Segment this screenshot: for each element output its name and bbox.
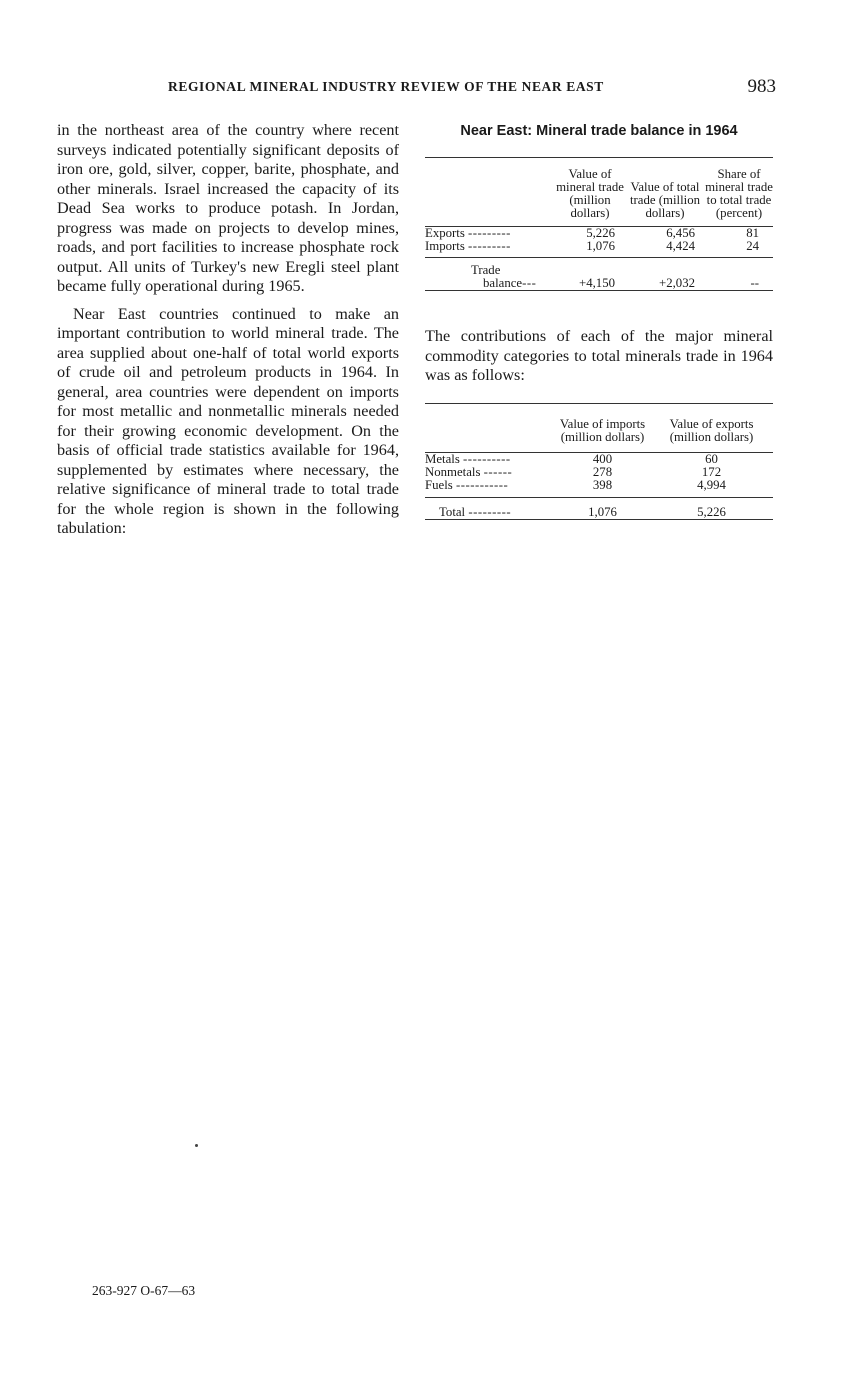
table-cell: 5,226 bbox=[650, 497, 773, 519]
table-cell: 4,424 bbox=[666, 239, 695, 253]
running-title: REGIONAL MINERAL INDUSTRY REVIEW OF THE NEAR EAST bbox=[168, 79, 604, 94]
dot-leader: ---------- bbox=[463, 451, 511, 466]
table-cell: 6,456 bbox=[666, 226, 695, 240]
row-label: Imports bbox=[425, 239, 465, 253]
paragraph: in the northeast area of the country where recent surveys indicated potentially significant deposits of iron ore, gold, silver, copper, barite, phosphate, and other minerals. Israel increased the capacity of its Dead Sea works to produce potash. In Jordan, progress was made on projects to develop mines, roads, and port facilities to increase phosphate rock output. All units of Turkey's new Eregli steel plant became fully operational during 1965. bbox=[57, 121, 399, 295]
table-row-balance bbox=[425, 258, 773, 291]
column-header: Value of exports (million dollars) bbox=[650, 403, 773, 452]
table-row bbox=[425, 452, 773, 466]
table-cell: 4,994 bbox=[697, 477, 726, 492]
page-header bbox=[168, 76, 776, 100]
dot-leader: --------- bbox=[468, 504, 512, 519]
dot-leader: --- bbox=[522, 276, 537, 290]
column-header: Share of mineral trade to total trade (percent) bbox=[705, 158, 773, 227]
row-label: Fuels bbox=[425, 477, 453, 492]
column-header: Value of mineral trade (million dollars) bbox=[555, 158, 625, 227]
right-column bbox=[425, 121, 773, 520]
row-label: Exports bbox=[425, 226, 465, 240]
table-cell: 5,226 bbox=[586, 226, 615, 240]
commodity-trade-table bbox=[425, 403, 773, 520]
row-label: Metals bbox=[425, 451, 460, 466]
column-header bbox=[425, 158, 555, 227]
table-row bbox=[425, 479, 773, 498]
table-title: Near East: Mineral trade balance in 1964 bbox=[460, 123, 738, 139]
paragraph: The contributions of each of the major mineral commodity categories to total minerals trade in 1964 was as follows: bbox=[425, 327, 773, 384]
row-label: Trade bbox=[471, 263, 501, 277]
column-header: Value of total trade (million dollars) bbox=[625, 158, 705, 227]
column-header: Value of imports (million dollars) bbox=[555, 403, 650, 452]
table-cell: 278 bbox=[592, 464, 613, 479]
table-cell: +4,150 bbox=[555, 258, 625, 291]
print-code: 263-927 O-67—63 bbox=[92, 1283, 196, 1298]
table-cell: 400 bbox=[592, 451, 613, 466]
table-cell: +2,032 bbox=[625, 258, 705, 291]
table-cell: 81 bbox=[746, 226, 759, 240]
table-cell: -- bbox=[705, 258, 773, 291]
table-cell: 1,076 bbox=[555, 497, 650, 519]
table-cell: 1,076 bbox=[586, 239, 615, 253]
page-number: 983 bbox=[747, 76, 776, 97]
table-cell: 60 bbox=[705, 451, 718, 466]
dot-leader: --------- bbox=[468, 239, 511, 253]
table-row bbox=[425, 240, 773, 258]
table-row-total bbox=[425, 497, 773, 519]
row-label: balance bbox=[483, 276, 523, 290]
column-header bbox=[425, 403, 555, 452]
dot-leader: --------- bbox=[468, 226, 511, 240]
dot-leader: ----------- bbox=[455, 477, 509, 492]
left-column bbox=[57, 121, 399, 547]
row-label: Total bbox=[439, 504, 466, 519]
paragraph: Near East countries continued to make an important contribution to world mineral trade. The area supplied about one-half of total world exports of crude oil and petroleum products in 1964. In general, area countries were dependent on imports for most metallic and nonmetallic minerals needed for their growing economic development. On the basis of official trade statistics available for 1964, supplemented by estimates where necessary, the relative significance of mineral trade to total trade for the whole region is shown in the following tabulation: bbox=[57, 304, 399, 537]
print-speck bbox=[195, 1144, 198, 1147]
table-cell: 398 bbox=[592, 477, 613, 492]
table-cell: 172 bbox=[701, 464, 722, 479]
table-row bbox=[425, 227, 773, 241]
table-cell: 24 bbox=[746, 239, 759, 253]
row-label: Nonmetals bbox=[425, 464, 481, 479]
mineral-trade-balance-table bbox=[425, 157, 773, 291]
dot-leader: ------ bbox=[483, 464, 513, 479]
